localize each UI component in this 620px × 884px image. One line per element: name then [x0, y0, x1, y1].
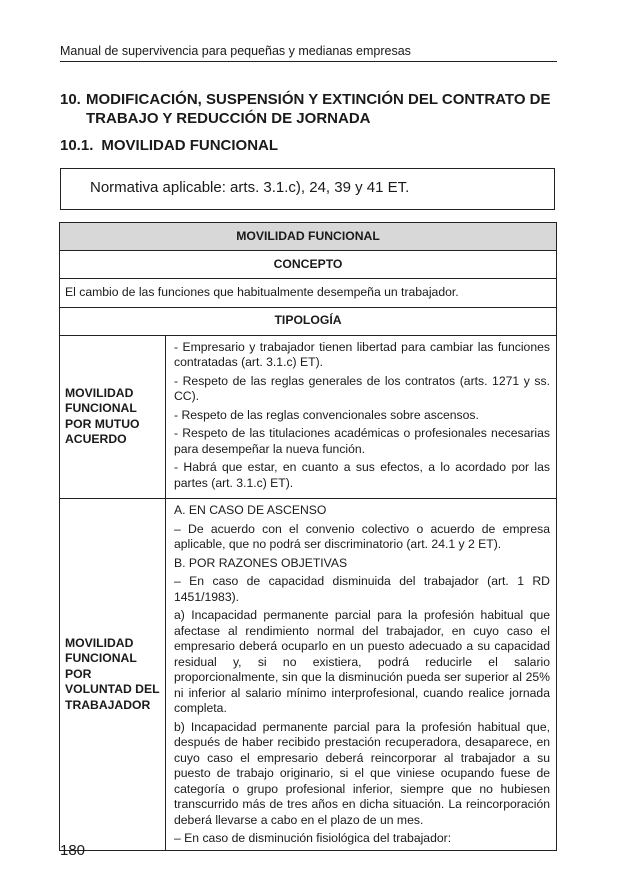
- section-number: 10.: [60, 91, 81, 108]
- list-item: – En caso de capacidad disminuida del trabajador (art. 1 RD 1451/1983).: [174, 574, 550, 604]
- movilidad-table: [59, 222, 557, 851]
- table-title-row: [60, 223, 557, 251]
- concepto-text: El cambio de las funciones que habitualmente desempeña un trabajador.: [60, 279, 557, 308]
- list-item: - Habrá que estar, en cuanto a sus efectos, a lo acordado por las partes (art. 3.1.c) ET).: [174, 460, 550, 490]
- subsection-title: MOVILIDAD FUNCIONAL: [101, 137, 279, 154]
- row-label-mutuo-acuerdo: MOVILIDAD FUNCIONAL POR MUTUO ACUERDO: [60, 335, 166, 499]
- section-title: MODIFICACIÓN, SUSPENSIÓN Y EXTINCIÓN DEL CONTRATO DE TRABAJO Y REDUCCIÓN DE JORNADA: [86, 91, 551, 127]
- running-header: Manual de supervivencia para pequeñas y medianas empresas: [60, 44, 411, 58]
- list-item: - Empresario y trabajador tienen libertad para cambiar las funciones contratadas (art. 3.1.c) ET).: [174, 339, 550, 369]
- concepto-header: CONCEPTO: [60, 251, 557, 279]
- normativa-text: Normativa aplicable: arts. 3.1.c), 24, 39 y 41 ET.: [90, 179, 410, 196]
- tipologia-header: TIPOLOGÍA: [60, 307, 557, 335]
- list-item: a) Incapacidad permanente parcial para la profesión habitual que afectase al rendimiento normal del trabajador, en cuyo caso el empresario deberá ocuparlo en un puesto adecuado a su capacidad residual y, si no existiera, podrá reducirle el salario proporcionalmente, sin que la disminución pueda ser superior al 25% ni inferior al salario mínimo interprofesional, cuando realice jornada completa.: [174, 608, 550, 715]
- concepto-row: [60, 279, 557, 308]
- list-item: b) Incapacidad permanente parcial para la profesión habitual que, después de haber recibido prestación recuperadora, desaparece, en cuyo caso el empresario deberá reincorporar al trabajador a su puesto de trabajo originario, si el que viniese ocupando fuese de categoría o grupo profesional inferior, siempre que no hubiesen transcurrido más de tres años en dicha situación. La reincorporación deberá llevarse a cabo en el plazo de un mes.: [174, 719, 550, 827]
- list-item: - Respeto de las reglas generales de los contratos (arts. 1271 y ss. CC).: [174, 373, 550, 403]
- header-divider: [60, 61, 557, 62]
- list-item: - Respeto de las titulaciones académicas o profesionales necesarias para desempeñar la nueva función.: [174, 426, 550, 456]
- normativa-box: [60, 168, 555, 210]
- table-row: [60, 335, 557, 499]
- row-label-voluntad-trabajador: MOVILIDAD FUNCIONAL POR VOLUNTAD DEL TRABAJADOR: [60, 499, 166, 851]
- list-item: - Respeto de las reglas convencionales sobre ascensos.: [174, 407, 479, 422]
- list-item: A. EN CASO DE ASCENSO: [174, 503, 327, 517]
- table-title: MOVILIDAD FUNCIONAL: [60, 223, 557, 251]
- list-item: – En caso de disminución fisiológica del trabajador:: [174, 831, 452, 845]
- table-row: [60, 499, 557, 851]
- subsection-number: 10.1.: [60, 137, 94, 154]
- tipologia-header-row: [60, 307, 557, 335]
- page-number: 180: [60, 842, 86, 859]
- row-content-voluntad-trabajador: [166, 499, 557, 851]
- section-heading: [60, 90, 560, 128]
- list-item: B. POR RAZONES OBJETIVAS: [174, 555, 348, 570]
- subsection-heading: [60, 137, 278, 154]
- row-content-mutuo-acuerdo: [166, 335, 557, 499]
- concepto-header-row: [60, 251, 557, 279]
- list-item: – De acuerdo con el convenio colectivo o acuerdo de empresa aplicable, que no podrá ser discriminatorio (art. 24.1 y 2 ET).: [174, 521, 550, 551]
